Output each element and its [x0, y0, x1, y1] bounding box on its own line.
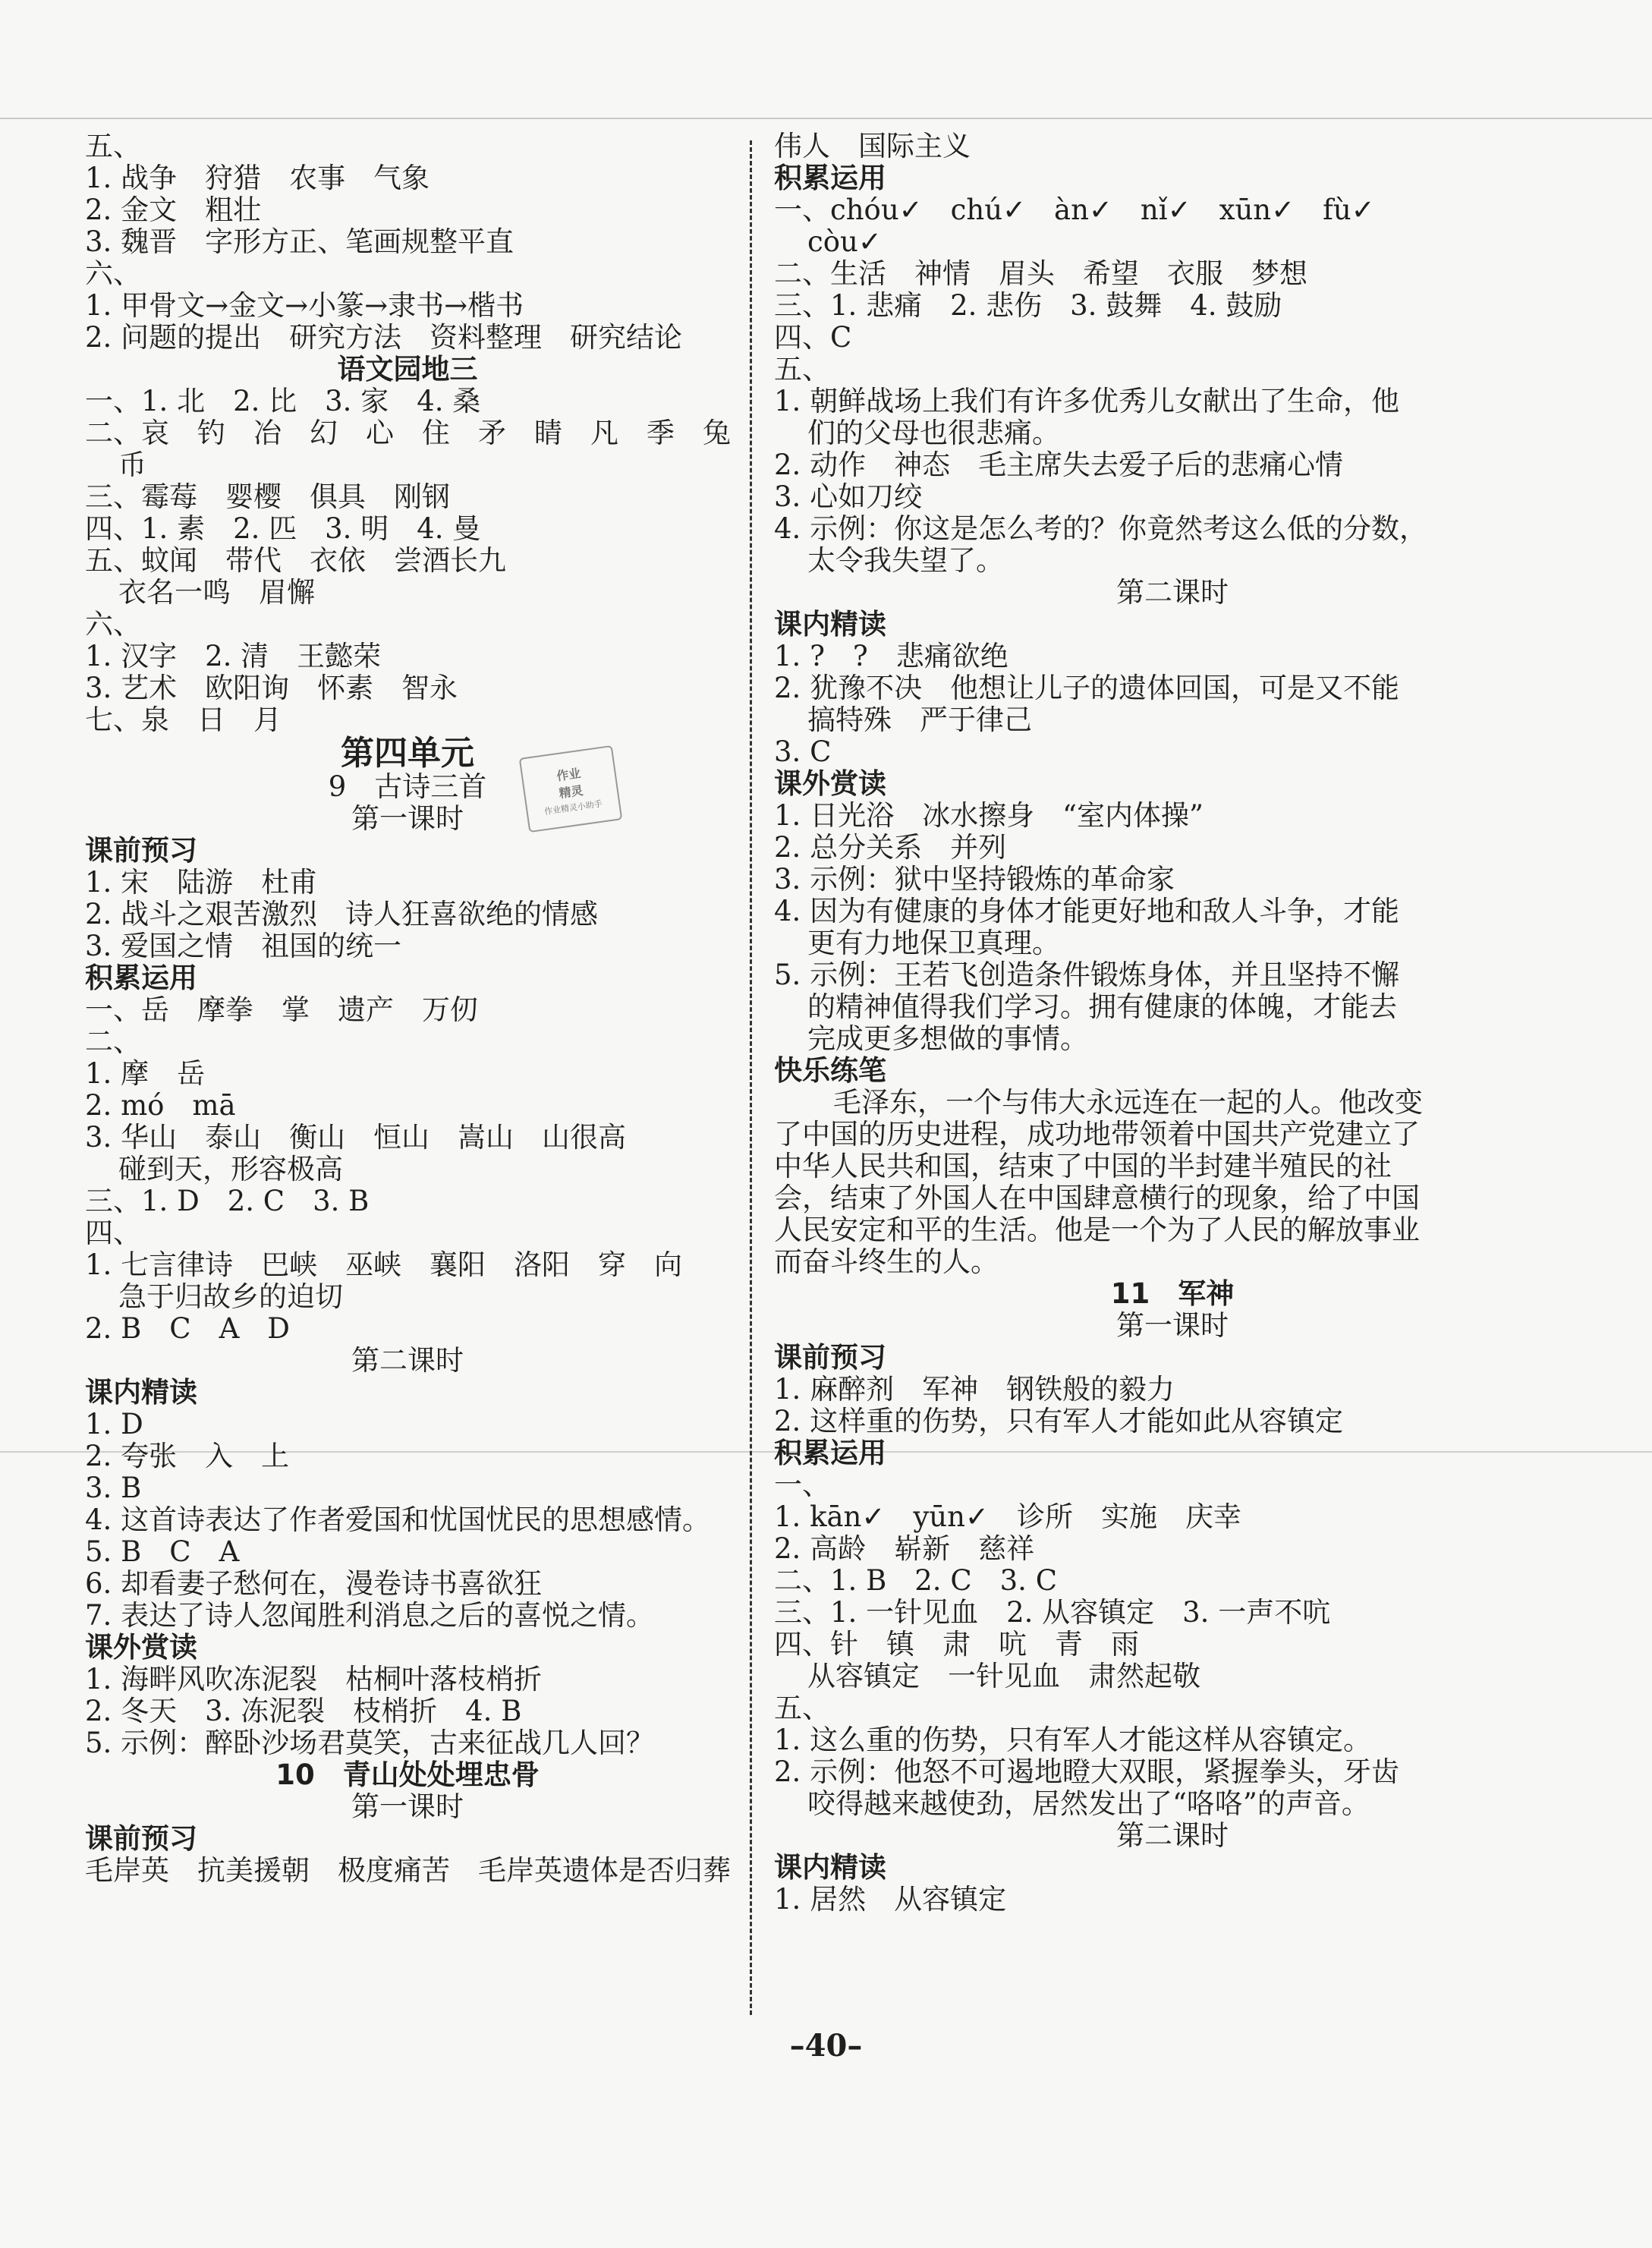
answer-line: 更有力地保卫真理。 — [807, 927, 1060, 959]
answer-line: 1. 麻醉剂 军神 钢铁般的毅力 — [774, 1373, 1175, 1406]
stamp-line: 作业精灵小助手 — [543, 798, 603, 817]
answer-line: 2. 战斗之艰苦激烈 诗人狂喜欲绝的情感 — [85, 898, 599, 930]
answer-line: 1. 海畔风吹冻泥裂 枯桐叶落枝梢折 — [85, 1663, 543, 1695]
answer-line: 2. 高龄 崭新 慈祥 — [774, 1532, 1035, 1565]
answer-line: 衣名一鸣 眉懈 — [118, 576, 315, 609]
watermark-stamp — [519, 745, 623, 833]
answer-line: 们的父母也很悲痛。 — [807, 417, 1060, 449]
answer-line: 急于归故乡的迫切 — [118, 1280, 343, 1313]
lesson-period: 第二课时 — [1116, 576, 1229, 609]
answer-line: 7. 表达了诗人忽闻胜利消息之后的喜悦之情。 — [85, 1599, 655, 1632]
answer-line: 三、1. 一针见血 2. 从容镇定 3. 一声不吭 — [774, 1596, 1331, 1629]
answer-line: 搞特殊 严于律己 — [807, 704, 1032, 736]
answer-line: 从容镇定 一针见血 肃然起敬 — [807, 1660, 1200, 1692]
lesson-title: 10 青山处处埋忠骨 — [275, 1758, 540, 1791]
answer-line: 2. 动作 神态 毛主席失去爱子后的悲痛心情 — [774, 449, 1344, 481]
answer-line: 1. 居然 从容镇定 — [774, 1883, 1007, 1916]
stamp-line: 精灵 — [558, 782, 584, 801]
answer-line: 1. 日光浴 冰水擦身 “室内体操” — [774, 799, 1204, 832]
answer-line: 1. 朝鲜战场上我们有许多优秀儿女献出了生命，他 — [774, 385, 1400, 417]
answer-line: 太令我失望了。 — [807, 544, 1004, 577]
answer-line: 碰到天，形容极高 — [118, 1153, 343, 1185]
section-heading: 课前预习 — [85, 834, 197, 867]
answer-line: 五、 — [85, 130, 141, 162]
answer-line: 1. D — [85, 1408, 143, 1440]
left-column — [85, 131, 730, 1887]
answer-line: 五、蚊闻 带代 衣依 尝酒长九 — [85, 544, 506, 577]
section-heading: 课外赏读 — [85, 1631, 197, 1664]
answer-line: 3. 爱国之情 祖国的统一 — [85, 930, 402, 962]
answer-line: 咬得越来越使劲，居然发出了“咯咯”的声音。 — [807, 1787, 1370, 1820]
top-scan-edge — [0, 118, 1652, 119]
essay-line: 毛泽东，一个与伟大永远连在一起的人。他改变 — [833, 1086, 1423, 1119]
answer-line: 完成更多想做的事情。 — [807, 1022, 1088, 1055]
answer-line: 一、chóu✓ chú✓ àn✓ nǐ✓ xūn✓ fù✓ — [774, 194, 1375, 226]
answer-line: 四、C — [774, 321, 852, 354]
page-number: –40– — [789, 2028, 863, 2064]
answer-line: 2. 总分关系 并列 — [774, 831, 1007, 864]
answer-line: 3. 艺术 欧阳询 怀素 智永 — [85, 672, 458, 704]
essay-line: 中华人民共和国，结束了中国的半封建半殖民的社 — [774, 1150, 1392, 1182]
section-title: 语文园地三 — [337, 353, 478, 386]
answer-line: 四、1. 素 2. 匹 3. 明 4. 曼 — [85, 512, 481, 545]
answer-line: 2. B C A D — [85, 1312, 290, 1345]
section-heading: 积累运用 — [774, 162, 886, 194]
section-heading: 积累运用 — [774, 1437, 886, 1469]
answer-line: 1. 这么重的伤势，只有军人才能这样从容镇定。 — [774, 1724, 1372, 1756]
answer-line: 5. B C A — [85, 1535, 240, 1568]
answer-line: 二、生活 神情 眉头 希望 衣服 梦想 — [774, 257, 1307, 290]
answer-line: 伟人 国际主义 — [774, 130, 971, 162]
essay-line: 人民安定和平的生活。他是一个为了人民的解放事业 — [774, 1214, 1420, 1246]
answer-line: 六、 — [85, 257, 141, 290]
essay-line: 而奋斗终生的人。 — [774, 1245, 999, 1278]
answer-line: 1. 宋 陆游 杜甫 — [85, 866, 318, 899]
section-heading: 课前预习 — [774, 1341, 886, 1374]
section-heading: 课内精读 — [774, 1851, 886, 1884]
answer-line: 2. 示例：他怒不可遏地瞪大双眼，紧握拳头，牙齿 — [774, 1755, 1400, 1788]
answer-line: 1. kān✓ yūn✓ 诊所 实施 庆幸 — [774, 1500, 1241, 1533]
answer-line: 1. ? ? 悲痛欲绝 — [774, 640, 1009, 672]
answer-line: 六、 — [85, 608, 141, 641]
answer-line: 6. 却看妻子愁何在，漫卷诗书喜欲狂 — [85, 1567, 543, 1600]
section-heading: 课内精读 — [774, 608, 886, 641]
answer-line: 2. 夸张 入 上 — [85, 1440, 290, 1472]
section-heading: 课外赏读 — [774, 767, 886, 800]
answer-line: còu✓ — [807, 225, 882, 258]
right-column — [774, 131, 1571, 1916]
answer-line: 一、 — [774, 1469, 830, 1501]
essay-line: 会，结束了外国人在中国肆意横行的现象，给了中国 — [774, 1182, 1420, 1214]
answer-line: 的精神值得我们学习。拥有健康的体魄，才能去 — [807, 990, 1397, 1023]
answer-line: 三、1. D 2. C 3. B — [85, 1185, 370, 1217]
section-heading: 课内精读 — [85, 1376, 197, 1409]
answer-line: 一、岳 摩拳 掌 遗产 万仞 — [85, 993, 478, 1026]
answer-line: 2. 这样重的伤势，只有军人才能如此从容镇定 — [774, 1405, 1344, 1437]
answer-line: 3. 示例：狱中坚持锻炼的革命家 — [774, 863, 1175, 896]
answer-line: 七、泉 日 月 — [85, 704, 282, 736]
lesson-period: 第二课时 — [351, 1344, 464, 1377]
answer-line: 3. 心如刀绞 — [774, 480, 923, 513]
lesson-period: 第一课时 — [351, 1790, 464, 1823]
answer-line: 4. 因为有健康的身体才能更好地和敌人斗争，才能 — [774, 895, 1400, 927]
answer-line: 三、霉莓 婴樱 俱具 刚钢 — [85, 480, 450, 513]
section-heading: 快乐练笔 — [774, 1054, 886, 1087]
lesson-title: 9 古诗三首 — [328, 770, 487, 803]
answer-line: 2. 问题的提出 研究方法 资料整理 研究结论 — [85, 321, 683, 354]
answer-line: 毛岸英 抗美援朝 极度痛苦 毛岸英遗体是否归葬 — [85, 1854, 731, 1887]
answer-line: 4. 示例：你这是怎么考的？你竟然考这么低的分数， — [774, 512, 1428, 545]
answer-line: 二、1. B 2. C 3. C — [774, 1564, 1057, 1597]
answer-line: 1. 战争 狩猎 农事 气象 — [85, 162, 430, 194]
answer-line: 三、1. 悲痛 2. 悲伤 3. 鼓舞 4. 鼓励 — [774, 289, 1282, 322]
lesson-period: 第一课时 — [1116, 1309, 1229, 1342]
answer-line: 1. 甲骨文→金文→小篆→隶书→楷书 — [85, 289, 524, 322]
answer-line: 2. 冬天 3. 冻泥裂 枝梢折 4. B — [85, 1695, 522, 1727]
answer-line: 3. 华山 泰山 衡山 恒山 嵩山 山很高 — [85, 1121, 627, 1154]
answer-line: 2. 犹豫不决 他想让儿子的遗体回国，可是又不能 — [774, 672, 1400, 704]
lesson-title: 11 军神 — [1110, 1277, 1235, 1310]
answer-line: 四、针 镇 肃 吭 青 雨 — [774, 1628, 1139, 1661]
lesson-period: 第一课时 — [351, 802, 464, 835]
answer-line: 1. 七言律诗 巴峡 巫峡 襄阳 洛阳 穿 向 — [85, 1248, 683, 1281]
answer-line: 五、 — [774, 1692, 830, 1724]
answer-line: 一、1. 北 2. 比 3. 家 4. 桑 — [85, 385, 481, 417]
answer-line: 5. 示例：醉卧沙场君莫笑，古来征战几人回？ — [85, 1727, 655, 1759]
answer-line: 5. 示例：王若飞创造条件锻炼身体，并且坚持不懈 — [774, 959, 1400, 991]
answer-line: 3. C — [774, 735, 832, 768]
stamp-line: 作业 — [555, 765, 582, 783]
lesson-period: 第二课时 — [1116, 1819, 1229, 1852]
answer-line: 3. B — [85, 1472, 142, 1504]
column-divider — [750, 140, 752, 2015]
answer-line: 2. mó mā — [85, 1089, 236, 1122]
essay-line: 了中国的历史进程，成功地带领着中国共产党建立了 — [774, 1118, 1420, 1151]
answer-line: 二、哀 钓 冶 幻 心 住 矛 睛 凡 季 兔 — [85, 417, 731, 449]
answer-line: 4. 这首诗表达了作者爱国和忧国忧民的思想感情。 — [85, 1503, 711, 1536]
section-heading: 课前预习 — [85, 1822, 197, 1855]
answer-line: 四、 — [85, 1217, 141, 1249]
answer-line: 币 — [118, 449, 146, 481]
answer-line: 2. 金文 粗壮 — [85, 194, 262, 226]
answer-line: 3. 魏晋 字形方正、笔画规整平直 — [85, 225, 514, 258]
section-heading: 积累运用 — [85, 962, 197, 994]
answer-line: 1. 汉字 2. 清 王懿荣 — [85, 640, 382, 672]
answer-line: 五、 — [774, 353, 830, 386]
answer-line: 1. 摩 岳 — [85, 1057, 206, 1090]
answer-line: 二、 — [85, 1025, 141, 1058]
unit-title: 第四单元 — [341, 734, 474, 773]
